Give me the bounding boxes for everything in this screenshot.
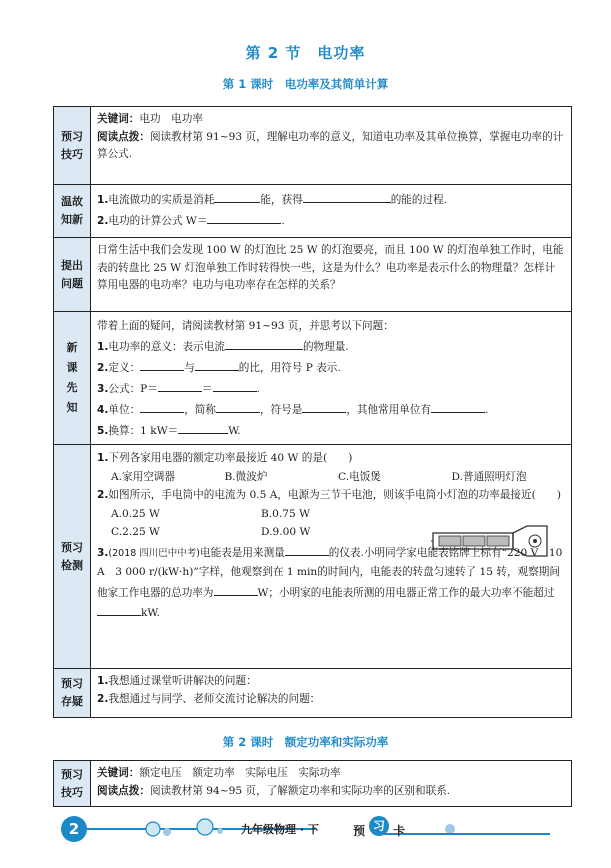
review-row [54,185,572,238]
preview-tips-label: 预习技巧 [54,107,91,185]
question-row [54,238,572,312]
doubts-label: 预习存疑 [54,669,91,718]
page-number-badge: 2 [61,816,87,842]
new-lesson-content: 带着上面的疑问，请阅读教材第 91~93 页，并思考以下问题： 1.电功率的意义：表示电流 的物理量. 2.定义： 与 的比，用符号 P 表示. 3.公式：P＝ ＝ . 4.单位： ，简称 ，符号是 ，其他常用单位有 . 5.换算：1 kW＝ W. [91,312,572,445]
page-footer [55,815,575,845]
flashlight-figure [431,523,551,559]
lesson-2-table [53,760,572,807]
q2-option-b[interactable]: B.0.75 W [261,507,310,520]
brand-char-1: 预 [353,824,366,838]
new-lesson-label: 新课先知 [54,312,91,445]
section-title: 第 2 节 电功率 [245,44,366,62]
doubts-content: 1.我想通过课堂听讲解决的问题： 2.我想通过与同学、老师交流讨论解决的问题： [91,669,572,718]
preview-tips-2-row [54,761,572,807]
preview-tips-row [54,107,572,185]
q1-option-d[interactable]: D.普通照明灯泡 [451,470,527,483]
lesson-1-table [53,106,572,718]
q2-option-d[interactable]: D.9.00 W [261,526,311,538]
doubts-row [54,669,572,718]
lesson-1-title: 第 1 课时 电功率及其简单计算 [222,77,389,91]
preview-tips-content: 关键词：电功 电功率 阅读点拨：阅读教材第 91~93 页，理解电功率的意义，知道电功率及其单位换算，掌握电功率的计算公式. [91,107,572,185]
preview-tips-2-content: 关键词：额定电压 额定功率 实际电压 实际功率 阅读点拨：阅读教材第 94~95 页，了解额定功率和实际功率的区别和联系. [91,761,572,807]
book-label: 九年级物理 · 下 [241,823,319,836]
lesson-2-title: 第 2 课时 额定功率和实际功率 [222,735,389,749]
preview-tips-2-label: 预习技巧 [54,761,91,807]
test-row [54,445,572,669]
q1-option-b[interactable]: B.微波炉 [224,470,268,483]
brand-char-3: 卡 [393,824,406,838]
q2-option-a[interactable]: A.0.25 W [111,507,160,520]
brand-logo [353,816,423,842]
new-lesson-row [54,312,572,445]
question-label: 提出问题 [54,238,91,312]
q2-options [97,505,411,542]
review-content: 1.电流做功的实质是消耗 能，获得 的能的过程. 2.电功的计算公式 W＝ . [91,185,572,238]
test-label: 预习检测 [54,445,91,669]
q2-option-c[interactable]: C.2.25 W [111,526,160,538]
test-content: 1.下列各家用电器的额定功率最接近 40 W 的是( ) A.家用空调器 B.微波炉 C.电饭煲 D.普通照明灯泡 2.如图所示，手电筒中的电流为 0.5 A，电源为三节干电池，则该手电筒小灯泡的功率最接近( ) A.0.25 W B.0.75 W C.2.25 W D.9.00 W 3.(2018 四川巴中中考)电能表是用来测量 的仪表.小明同学家电能表铭牌上标有“220 V 10 A 3 000 r/(kW·h)”字样，他观察到在 1 min的时间内，电能表的转盘匀速转了 15 转，观察期间他家工作电器的总功率为 W；小明家的电能表所测的用电器正常工作的最大功率不能超过kW. [91,445,572,669]
question-content: 日常生活中我们会发现 100 W 的灯泡比 25 W 的灯泡要亮，而且 100 W 的灯泡单独工作时，电能表的转盘比 25 W 灯泡单独工作时转得快一些，这是为什么？电功率是表示什么的物理量？怎样计算用电器的电功率？电功与电功率存在怎样的关系？ [91,238,572,312]
q1-option-a[interactable]: A.家用空调器 [111,470,175,483]
brand-char-2: 习 [369,816,389,836]
q1-options [97,468,565,487]
q1-option-c[interactable]: C.电饭煲 [338,470,381,483]
review-label: 温故知新 [54,185,91,238]
